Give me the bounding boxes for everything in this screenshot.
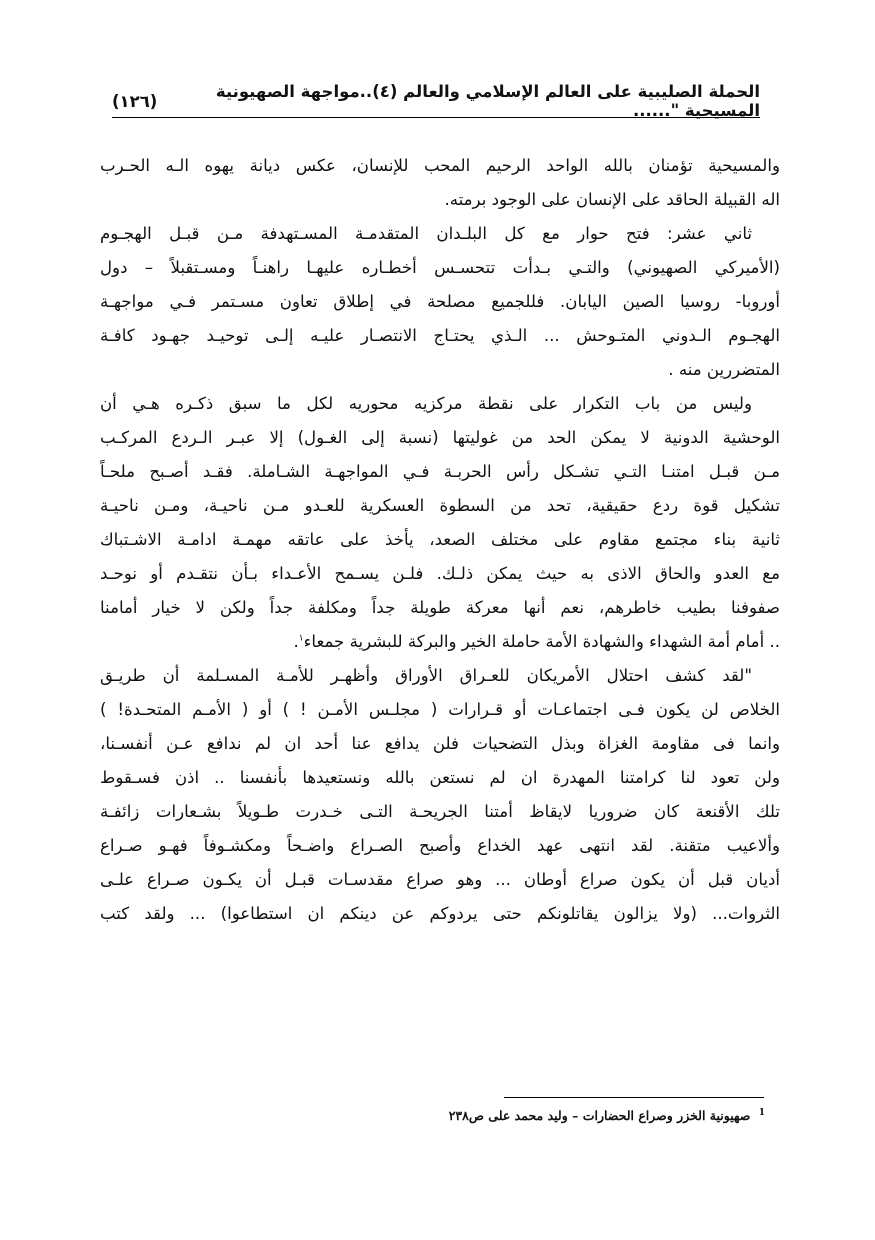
- body-text: [100, 149, 780, 931]
- text-line: اله القبيلة الحاقد على الإنسان على الوجود برمته.: [444, 190, 780, 209]
- text-line: (الأميركي الصهيوني) والتـي بـدأت تتحسـس أخطـاره عليهـا راهنـاً ومسـتقبلاً – دول: [100, 258, 780, 277]
- text-line: والمسيحية تؤمنان بالله الواحد الرحيم المحب للإنسان، عكس ديانة يهوه الـه الحـرب: [100, 156, 780, 175]
- header-title: الحملة الصليبية على العالم الإسلامي والعالم (٤)..مواجهة الصهيونية المسيحية "......: [215, 82, 760, 120]
- text-line: تلك الأقنعة كان ضروريا لايقاظ أمتنا الجريحـة التـى خـدرت طـويلاً بشـعارات زائفـة: [100, 802, 780, 821]
- text-line-with-footnote: .. أمام أمة الشهداء والشهادة الأمة حاملة الخير والبركة للبشرية جمعاء$^١$.: [293, 632, 780, 651]
- running-header: [112, 82, 760, 120]
- text-line: وليس من باب التكرار على نقطة مركزيه محوريه لكل ما سبق ذكـره هـي أن: [100, 394, 752, 413]
- text-line: الخلاص لن يكون فـى اجتماعـات أو قـرارات ( مجلـس الأمـن ! ) أو ( الأمـم المتحـدة! ): [100, 700, 780, 719]
- footnote-text: صهيونية الخزر وصراع الحضارات – وليد محمد على ص٢٣٨: [448, 1108, 751, 1123]
- text-line: الهجـوم الـدوني المتـوحش ... الـذي يحتـاج الانتصـار عليـه إلـى توحيـد جهـود كافـة: [100, 326, 780, 345]
- text-line: مـن قبـل امتنـا التـي تشـكل رأس الحربـة فـي المواجهـة الشـاملة. فقـد أصـبح ملحـاً: [100, 462, 780, 481]
- paragraph: [100, 387, 780, 659]
- footnote-reference[interactable]: ١: [298, 633, 304, 644]
- page-number: (١٢٦): [112, 91, 158, 111]
- paragraph: [100, 217, 780, 387]
- text-line: تشكيل قوة ردع حقيقية، تحد من السطوة العسكرية للعـدو مـن ناحيـة، ومـن ناحيـة: [100, 496, 780, 515]
- text-line: وانما فى مقاومة الغزاة وبذل التضحيات فلن يدافع عنا أحد ان لم ندافع عـن أنفسـنا،: [100, 734, 780, 753]
- text-line: المتضررين منه .: [668, 360, 780, 379]
- text-line: ثانية بناء مجتمع مقاوم على مختلف الصعد، يأخذ على عاتقه مهمـة ادامـة الاشـتباك: [100, 530, 780, 549]
- footnote-divider: [504, 1097, 764, 1098]
- header-divider: [112, 117, 760, 118]
- paragraph: [100, 149, 780, 217]
- text-line: أوروبا- روسيا الصين اليابان. فللجميع مصلحة في إطلاق تعاون مسـتمر فـي مواجهـة: [100, 292, 780, 311]
- text-line: مع العدو والحاق الاذى به حيث يمكن ذلـك. فلـن يسـمح الأعـداء بـأن نتقـدم أو نوحـد: [100, 564, 780, 583]
- text-line: ولن تعود لنا كرامتنا المهدرة ان لم نستعن بالله ونستعيدها بأنفسنا .. اذن فسـقوط: [100, 768, 780, 787]
- text-line: الوحشية الدونية لا يمكن الحد من غوليتها (نسبة إلى الغـول) إلا عبـر الـردع المركـب: [100, 428, 780, 447]
- text-line: "لقد كشف احتلال الأمريكان للعـراق الأوراق وأظهـر للأمـة المسـلمة أن طريـق: [100, 666, 752, 685]
- text-line: ثاني عشر: فتح حوار مع كل البلـدان المتقدمـة المسـتهدفة مـن قبـل الهجـوم: [100, 224, 752, 243]
- text-line: أديان قبل أن يكون صراع أوطان ... وهو صراع مقدسـات قبـل أن يكـون صـراع علـى: [100, 870, 780, 889]
- text-line: .. أمام أمة الشهداء والشهادة الأمة حاملة الخير والبركة للبشرية جمعاء: [303, 632, 780, 651]
- text-line: وألاعيب متقنة. لقد انتهى عهد الخداع وأصبح الصـراع واضـحاً ومكشـوفاً فهـو صـراع: [100, 836, 780, 855]
- paragraph: [100, 659, 780, 931]
- text-line: الثروات... (ولا يزالون يقاتلونكم حتى يردوكم عن دينكم ان استطاعوا) ... ولقد كتب: [100, 904, 780, 923]
- footnote: [449, 1108, 765, 1123]
- footnote-number: 1: [758, 1107, 765, 1118]
- text-line: صفوفنا بطيب خاطرهم، نعم أنها معركة طويلة جداً ومكلفة جداً ولكن لا خيار أمامنا: [100, 598, 780, 617]
